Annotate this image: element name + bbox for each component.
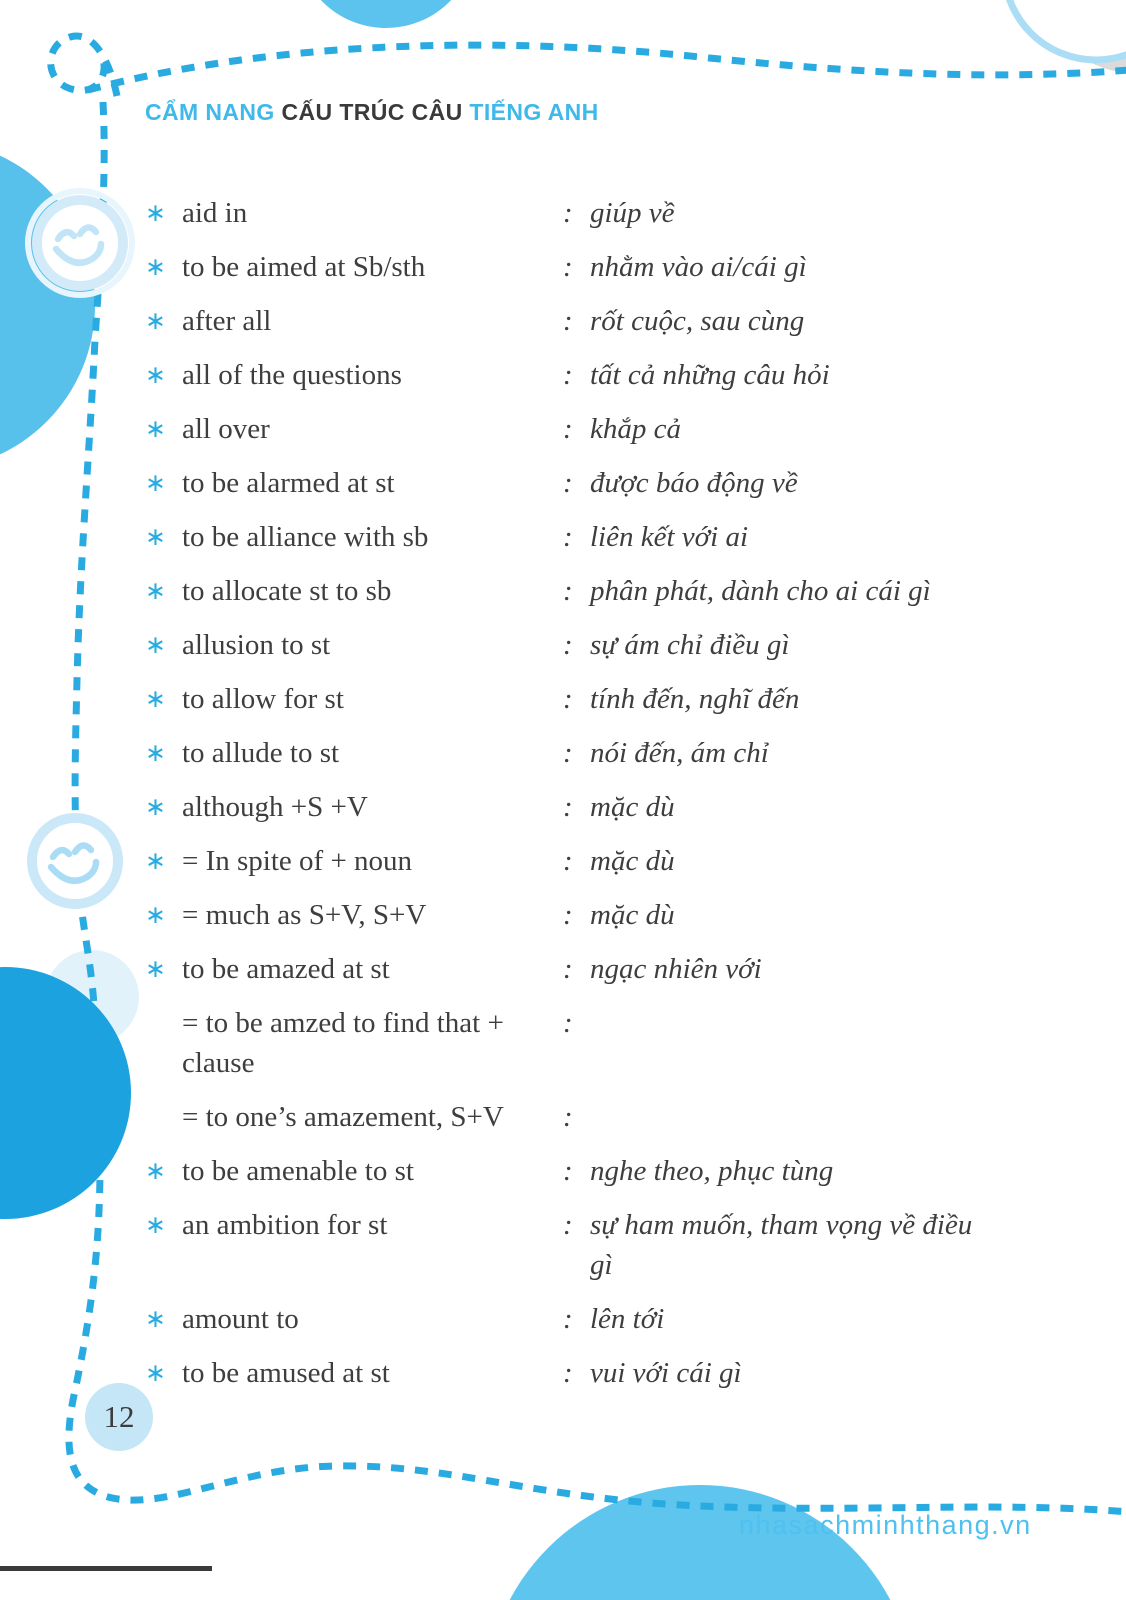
colon-separator: : [563,953,573,985]
vietnamese-translation: liên kết với ai [590,521,748,553]
vocab-row [145,1151,1025,1191]
asterisk-bullet-icon [145,1003,182,1083]
vocab-row [145,1205,1025,1285]
vocab-row [145,409,1025,449]
english-phrase: to allow for st [182,683,344,715]
asterisk-bullet-icon: ∗ [145,1358,166,1387]
vocab-row [145,895,1025,935]
vietnamese-translation: nói đến, ám chỉ [590,737,769,769]
colon-separator: : [563,629,573,661]
vocab-row [145,193,1025,233]
english-phrase: after all [182,305,272,337]
english-phrase: all over [182,413,270,445]
colon-separator: : [563,575,573,607]
colon-separator: : [563,413,573,445]
english-phrase: an ambition for st [182,1209,388,1241]
vocab-row [145,787,1025,827]
title-emphasis: CẤU TRÚC CÂU [281,99,463,125]
english-phrase: to be amenable to st [182,1155,414,1187]
colon-separator: : [563,197,573,229]
asterisk-bullet-icon: ∗ [145,1210,166,1239]
colon-separator: : [563,737,573,769]
title-prefix: CẨM NANG [145,99,275,125]
asterisk-bullet-icon: ∗ [145,414,166,443]
english-phrase: to be alliance with sb [182,521,429,553]
english-phrase: = to one’s amazement, S+V [182,1101,504,1133]
asterisk-bullet-icon: ∗ [145,576,166,605]
vietnamese-translation: sự ám chỉ điều gì [590,629,790,661]
colon-separator: : [563,845,573,877]
asterisk-bullet-icon: ∗ [145,468,166,497]
corner-ring-icon [1004,0,1126,60]
asterisk-bullet-icon: ∗ [145,1304,166,1333]
asterisk-bullet-icon: ∗ [145,954,166,983]
footer-website: nhasachminhthang.vn [739,1510,1032,1540]
asterisk-bullet-icon: ∗ [145,630,166,659]
vietnamese-translation: vui với cái gì [590,1357,742,1389]
asterisk-bullet-icon: ∗ [145,846,166,875]
vietnamese-translation: tính đến, nghĩ đến [590,683,800,715]
vocab-row [145,1003,1025,1083]
vietnamese-translation: nghe theo, phục tùng [590,1155,834,1187]
colon-separator: : [563,359,573,391]
english-phrase: = to be amzed to find that + clause [182,1007,504,1079]
asterisk-bullet-icon: ∗ [145,738,166,767]
english-phrase: to allude to st [182,737,340,769]
vietnamese-translation: giúp về [590,197,675,229]
vietnamese-translation: ngạc nhiên với [590,953,762,985]
colon-separator: : [563,521,573,553]
english-phrase: to allocate st to sb [182,575,392,607]
english-phrase: although +S +V [182,791,368,823]
english-phrase: = much as S+V, S+V [182,899,427,931]
vocab-row [145,463,1025,503]
vietnamese-translation [590,1097,990,1137]
vietnamese-translation: khắp cả [590,413,681,445]
colon-separator: : [563,1155,573,1187]
english-phrase: all of the questions [182,359,402,391]
vocab-row [145,625,1025,665]
vocab-row [145,355,1025,395]
vietnamese-translation: phân phát, dành cho ai cái gì [590,575,931,607]
english-phrase: to be alarmed at st [182,467,395,499]
vietnamese-translation: mặc dù [590,845,675,877]
top-dome-circle [296,0,476,28]
vocab-row [145,1353,1025,1393]
vocab-row [145,1097,1025,1137]
english-phrase: aid in [182,197,248,229]
smiley-face-icon [28,191,132,295]
english-phrase: amount to [182,1303,299,1335]
dashed-top-sweep [88,45,1126,90]
vietnamese-translation: tất cả những câu hỏi [590,359,830,391]
colon-separator: : [563,899,573,931]
page-title [145,99,599,126]
vocabulary-list [145,193,1025,1407]
vocab-row [145,733,1025,773]
english-phrase: = In spite of + noun [182,845,413,877]
vietnamese-translation: được báo động về [590,467,798,499]
vietnamese-translation: sự ham muốn, tham vọng về điều gì [590,1209,973,1281]
vietnamese-translation: mặc dù [590,899,675,931]
colon-separator: : [563,1101,573,1133]
asterisk-bullet-icon: ∗ [145,306,166,335]
vietnamese-translation: nhằm vào ai/cái gì [590,251,807,283]
vocab-row [145,841,1025,881]
vocab-row [145,1299,1025,1339]
vocab-row [145,517,1025,557]
dashed-loop [51,36,117,96]
english-phrase: to be aimed at Sb/sth [182,251,426,283]
bottom-rule [0,1566,212,1571]
vocab-row [145,301,1025,341]
asterisk-bullet-icon: ∗ [145,1156,166,1185]
asterisk-bullet-icon: ∗ [145,360,166,389]
colon-separator: : [563,791,573,823]
vietnamese-translation: rốt cuộc, sau cùng [590,305,805,337]
vocab-row [145,247,1025,287]
bottom-dome-circle [485,1485,915,1600]
vietnamese-translation: mặc dù [590,791,675,823]
vietnamese-translation [590,1003,990,1083]
colon-separator: : [563,1007,573,1039]
english-phrase: to be amazed at st [182,953,390,985]
colon-separator: : [563,1209,573,1241]
english-phrase: allusion to st [182,629,331,661]
asterisk-bullet-icon: ∗ [145,900,166,929]
asterisk-bullet-icon [145,1097,182,1137]
title-suffix: TIẾNG ANH [469,99,599,125]
smiley-face-icon [32,818,118,904]
english-phrase: to be amused at st [182,1357,390,1389]
asterisk-bullet-icon: ∗ [145,522,166,551]
vocab-row [145,679,1025,719]
vocab-row [145,571,1025,611]
asterisk-bullet-icon: ∗ [145,684,166,713]
vocab-row [145,949,1025,989]
colon-separator: : [563,683,573,715]
page-number: 12 [103,1399,135,1434]
colon-separator: : [563,305,573,337]
asterisk-bullet-icon: ∗ [145,198,166,227]
asterisk-bullet-icon: ∗ [145,792,166,821]
colon-separator: : [563,251,573,283]
vietnamese-translation: lên tới [590,1303,665,1335]
colon-separator: : [563,1303,573,1335]
asterisk-bullet-icon: ∗ [145,252,166,281]
colon-separator: : [563,1357,573,1389]
colon-separator: : [563,467,573,499]
page-number-badge [85,1383,153,1451]
